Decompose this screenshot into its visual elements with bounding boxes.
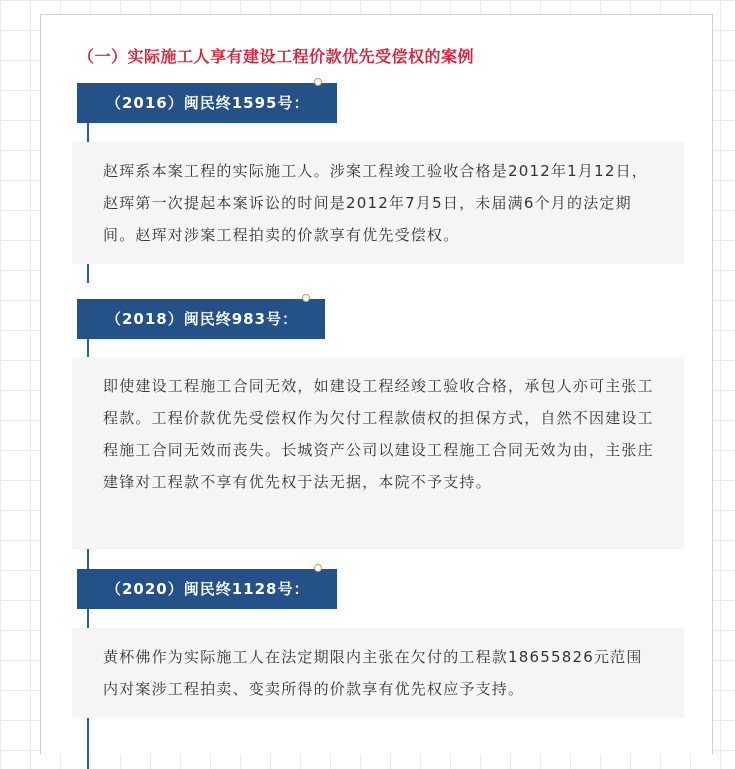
case-text: 即使建设工程施工合同无效，如建设工程经竣工验收合格，承包人亦可主张工程款。工程价款优先受偿权作为欠付工程款债权的担保方式，自然不因建设工程施工合同无效而丧失。长城资产公司以建设工程施工合同无效为由，主张庄建锋对工程款不享有优先权于法无据，本院不予支持。 <box>103 377 654 491</box>
case-text: 黄杯佛作为实际施工人在法定期限内主张在欠付的工程款18655826元范围内对案涉工程拍卖、变卖所得的价款享有优先权应予支持。 <box>103 648 643 698</box>
case-number-label: （2020）闽民终1128号： <box>106 580 310 598</box>
case-number-tag <box>77 83 337 123</box>
case-number-label: （2016）闽民终1595号： <box>106 94 310 112</box>
section-title: （一）实际施工人享有建设工程价款优先受偿权的案例 <box>78 47 475 66</box>
tag-ornament-dot <box>314 564 322 572</box>
article-card <box>40 14 713 754</box>
case-number-tag <box>77 569 337 609</box>
case-text-box <box>72 357 684 549</box>
case-number-tag <box>77 299 325 339</box>
case-text: 赵珲系本案工程的实际施工人。涉案工程竣工验收合格是2012年1月12日，赵珲第一次提起本案诉讼的时间是2012年7月5日，未届满6个月的法定期间。赵珲对涉案工程拍卖的价款享有优先受偿权。 <box>103 162 649 244</box>
tag-ornament-dot <box>302 294 310 302</box>
case-number-label: （2018）闽民终983号： <box>106 310 299 328</box>
case-text-box <box>72 142 684 264</box>
case-text-box <box>72 628 684 718</box>
tag-ornament-dot <box>314 78 322 86</box>
